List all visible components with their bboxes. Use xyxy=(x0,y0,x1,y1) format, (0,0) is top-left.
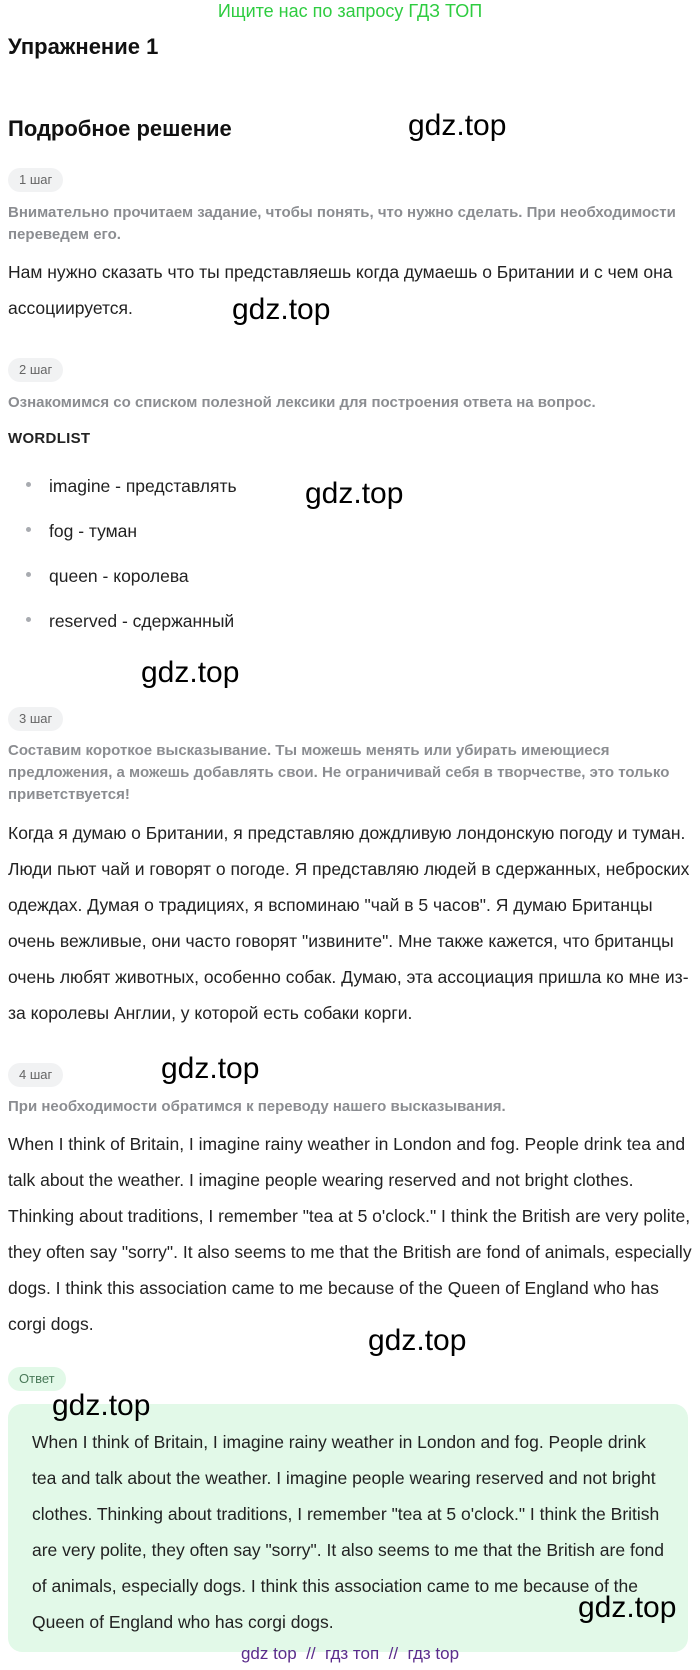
watermark: gdz.top xyxy=(578,1591,677,1624)
step-label: 3 шаг xyxy=(8,707,63,731)
step-label: 2 шаг xyxy=(8,358,63,382)
watermark: gdz.top xyxy=(305,477,404,510)
word-item xyxy=(22,609,237,654)
step-2-badge xyxy=(8,358,63,382)
word-entry: imagine - представлять xyxy=(49,476,237,496)
watermark: gdz.top xyxy=(141,656,240,689)
watermark: gdz.top xyxy=(408,109,507,142)
step-4-hint: При необходимости обратимся к переводу нашего высказывания. xyxy=(8,1098,506,1115)
answer-label: Ответ xyxy=(8,1367,66,1391)
watermark: gdz.top xyxy=(232,293,331,326)
word-entry: reserved - сдержанный xyxy=(49,611,235,631)
bullet-dot-icon xyxy=(26,527,31,532)
step-3-text: Когда я думаю о Британии, я представляю дождливую лондонскую погоду и туман. Люди пьют чай и говорят о погоде. Я представляю людей в сдержанных, неброских одеждах. Думая о традициях, я вспоминаю "чай в 5 часов". Я думаю Британцы очень вежливые, они часто говорят "извините". Мне также кажется, что британцы очень любят животных, особенно собак. Думаю, эта ассоциация пришла ко мне из-за королевы Англии, у которой есть собаки корги. xyxy=(8,823,690,1023)
step-label: 1 шаг xyxy=(8,168,63,192)
exercise-title: Упражнение 1 xyxy=(8,34,159,59)
word-item xyxy=(22,564,237,609)
bullet-dot-icon xyxy=(26,572,31,577)
bullet-dot-icon xyxy=(26,482,31,487)
step-1-text: Нам нужно сказать что ты представляешь когда думаешь о Британии и с чем она ассоциируется. xyxy=(8,262,673,318)
watermark: gdz.top xyxy=(52,1389,151,1422)
step-2-hint: Ознакомимся со списком полезной лексики для построения ответа на вопрос. xyxy=(8,394,596,411)
step-4-text: When I think of Britain, I imagine rainy weather in London and fog. People drink tea and talk about the weather. I imagine people wearing reserved and not bright clothes. Thinking about traditions, I remember "tea at 5 o'clock." I think the British are very polite, they often say "sorry". It also seems to me that the British are fond of animals, especially dogs. I think this association came to me because of the Queen of England who has corgi dogs. xyxy=(8,1134,692,1334)
watermark: gdz.top xyxy=(368,1324,467,1357)
step-1-hint: Внимательно прочитаем задание, чтобы понять, что нужно сделать. При необходимости переведем его. xyxy=(8,204,676,243)
footer-links: gdz top // гдз топ // гдз top xyxy=(240,1644,460,1663)
bullet-dot-icon xyxy=(26,617,31,622)
step-4-badge xyxy=(8,1063,63,1087)
step-3-badge xyxy=(8,707,63,731)
word-entry: queen - королева xyxy=(49,566,189,586)
step-label: 4 шаг xyxy=(8,1063,63,1087)
word-item xyxy=(22,474,237,519)
word-item xyxy=(22,519,237,564)
wordlist-title: WORDLIST xyxy=(8,430,91,447)
word-entry: fog - туман xyxy=(49,521,138,541)
section-title: Подробное решение xyxy=(8,116,232,141)
answer-text: When I think of Britain, I imagine rainy weather in London and fog. People drink tea and talk about the weather. I imagine people wearing reserved and not bright clothes. Thinking about traditions, I remember "tea at 5 o'clock." I think the British are very polite, they often say "sorry". It also seems to me that the British are fond of animals, especially dogs. I think this association came to me because of the Queen of England who has corgi dogs. xyxy=(32,1432,665,1632)
step-1-badge xyxy=(8,168,63,192)
watermark: gdz.top xyxy=(161,1052,260,1085)
word-list xyxy=(22,474,237,654)
step-3-hint: Составим короткое высказывание. Ты можешь менять или убирать имеющиеся предложения, а можешь добавлять свои. Не ограничивай себя в творчестве, это только приветствуется! xyxy=(8,742,670,803)
search-banner: Ищите нас по запросу ГДЗ ТОП xyxy=(217,1,483,21)
